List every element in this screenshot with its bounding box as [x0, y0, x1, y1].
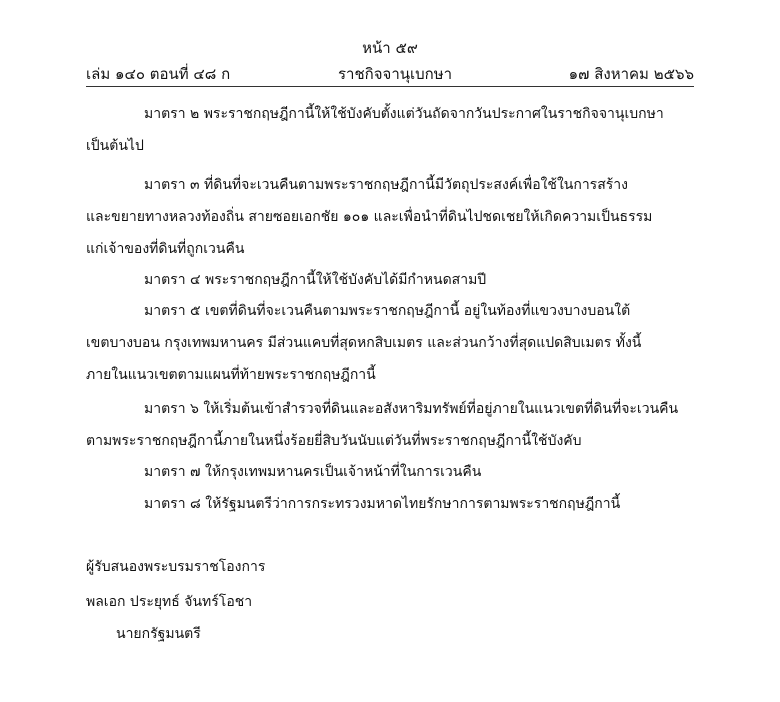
publication-date: ๑๗ สิงหาคม ๒๕๖๖ — [568, 65, 694, 83]
section-6 — [86, 393, 694, 457]
section-5 — [86, 295, 694, 391]
section-3 — [86, 169, 694, 265]
volume-issue: เล่ม ๑๔๐ ตอนที่ ๔๘ ก — [86, 65, 231, 83]
section-8 — [86, 488, 694, 520]
page-number: หน้า ๕๙ — [362, 39, 418, 57]
gazette-header — [86, 62, 694, 84]
section-line: มาตรา ๖ ให้เริ่มต้นเข้าสำรวจที่ดินและอสังหาริมทรัพย์ที่อยู่ภายในแนวเขตที่ดินที่จะเวนคืน — [144, 401, 679, 417]
countersign-label: ผู้รับสนองพระบรมราชโองการ — [86, 559, 266, 575]
section-line: มาตรา ๘ ให้รัฐมนตรีว่าการกระทรวงมหาดไทยรักษาการตามพระราชกฤษฎีกานี้ — [144, 496, 621, 512]
publication-name: ราชกิจจานุเบกษา — [338, 65, 453, 83]
section-line: มาตรา ๒ พระราชกฤษฎีกานี้ให้ใช้บังคับตั้งแต่วันถัดจากวันประกาศในราชกิจจานุเบกษา — [144, 106, 664, 122]
section-4 — [86, 264, 694, 296]
section-line: มาตรา ๗ ให้กรุงเทพมหานครเป็นเจ้าหน้าที่ในการเวนคืน — [144, 464, 482, 480]
section-line: มาตรา ๕ เขตที่ดินที่จะเวนคืนตามพระราชกฤษฎีกานี้ อยู่ในท้องที่แขวงบางบอนใต้ — [144, 303, 631, 319]
section-7 — [86, 456, 694, 488]
section-line: ตามพระราชกฤษฎีกานี้ภายในหนึ่งร้อยยี่สิบวันนับแต่วันที่พระราชกฤษฎีกานี้ใช้บังคับ — [86, 433, 582, 449]
section-line: เป็นต้นไป — [86, 138, 144, 154]
section-line: มาตรา ๓ ที่ดินที่จะเวนคืนตามพระราชกฤษฎีกานี้มีวัตถุประสงค์เพื่อใช้ในการสร้าง — [144, 177, 628, 193]
section-line: เขตบางบอน กรุงเทพมหานคร มีส่วนแคบที่สุดหกสิบเมตร และส่วนกว้างที่สุดแปดสิบเมตร ทั้งนี้ — [86, 335, 642, 351]
section-line: ภายในแนวเขตตามแผนที่ท้ายพระราชกฤษฎีกานี้ — [86, 367, 376, 383]
section-2 — [86, 98, 694, 162]
signatory-name: พลเอก ประยุทธ์ จันทร์โอชา — [86, 594, 253, 610]
section-line: มาตรา ๔ พระราชกฤษฎีกานี้ให้ใช้บังคับได้มีกำหนดสามปี — [144, 272, 487, 288]
section-line: และขยายทางหลวงท้องถิ่น สายซอยเอกชัย ๑๐๑ และเพื่อนำที่ดินไปชดเชยให้เกิดความเป็นธรรม — [86, 209, 653, 225]
section-line: แก่เจ้าของที่ดินที่ถูกเวนคืน — [86, 241, 245, 257]
header-divider — [86, 86, 694, 87]
signatory-title: นายกรัฐมนตรี — [116, 626, 201, 642]
